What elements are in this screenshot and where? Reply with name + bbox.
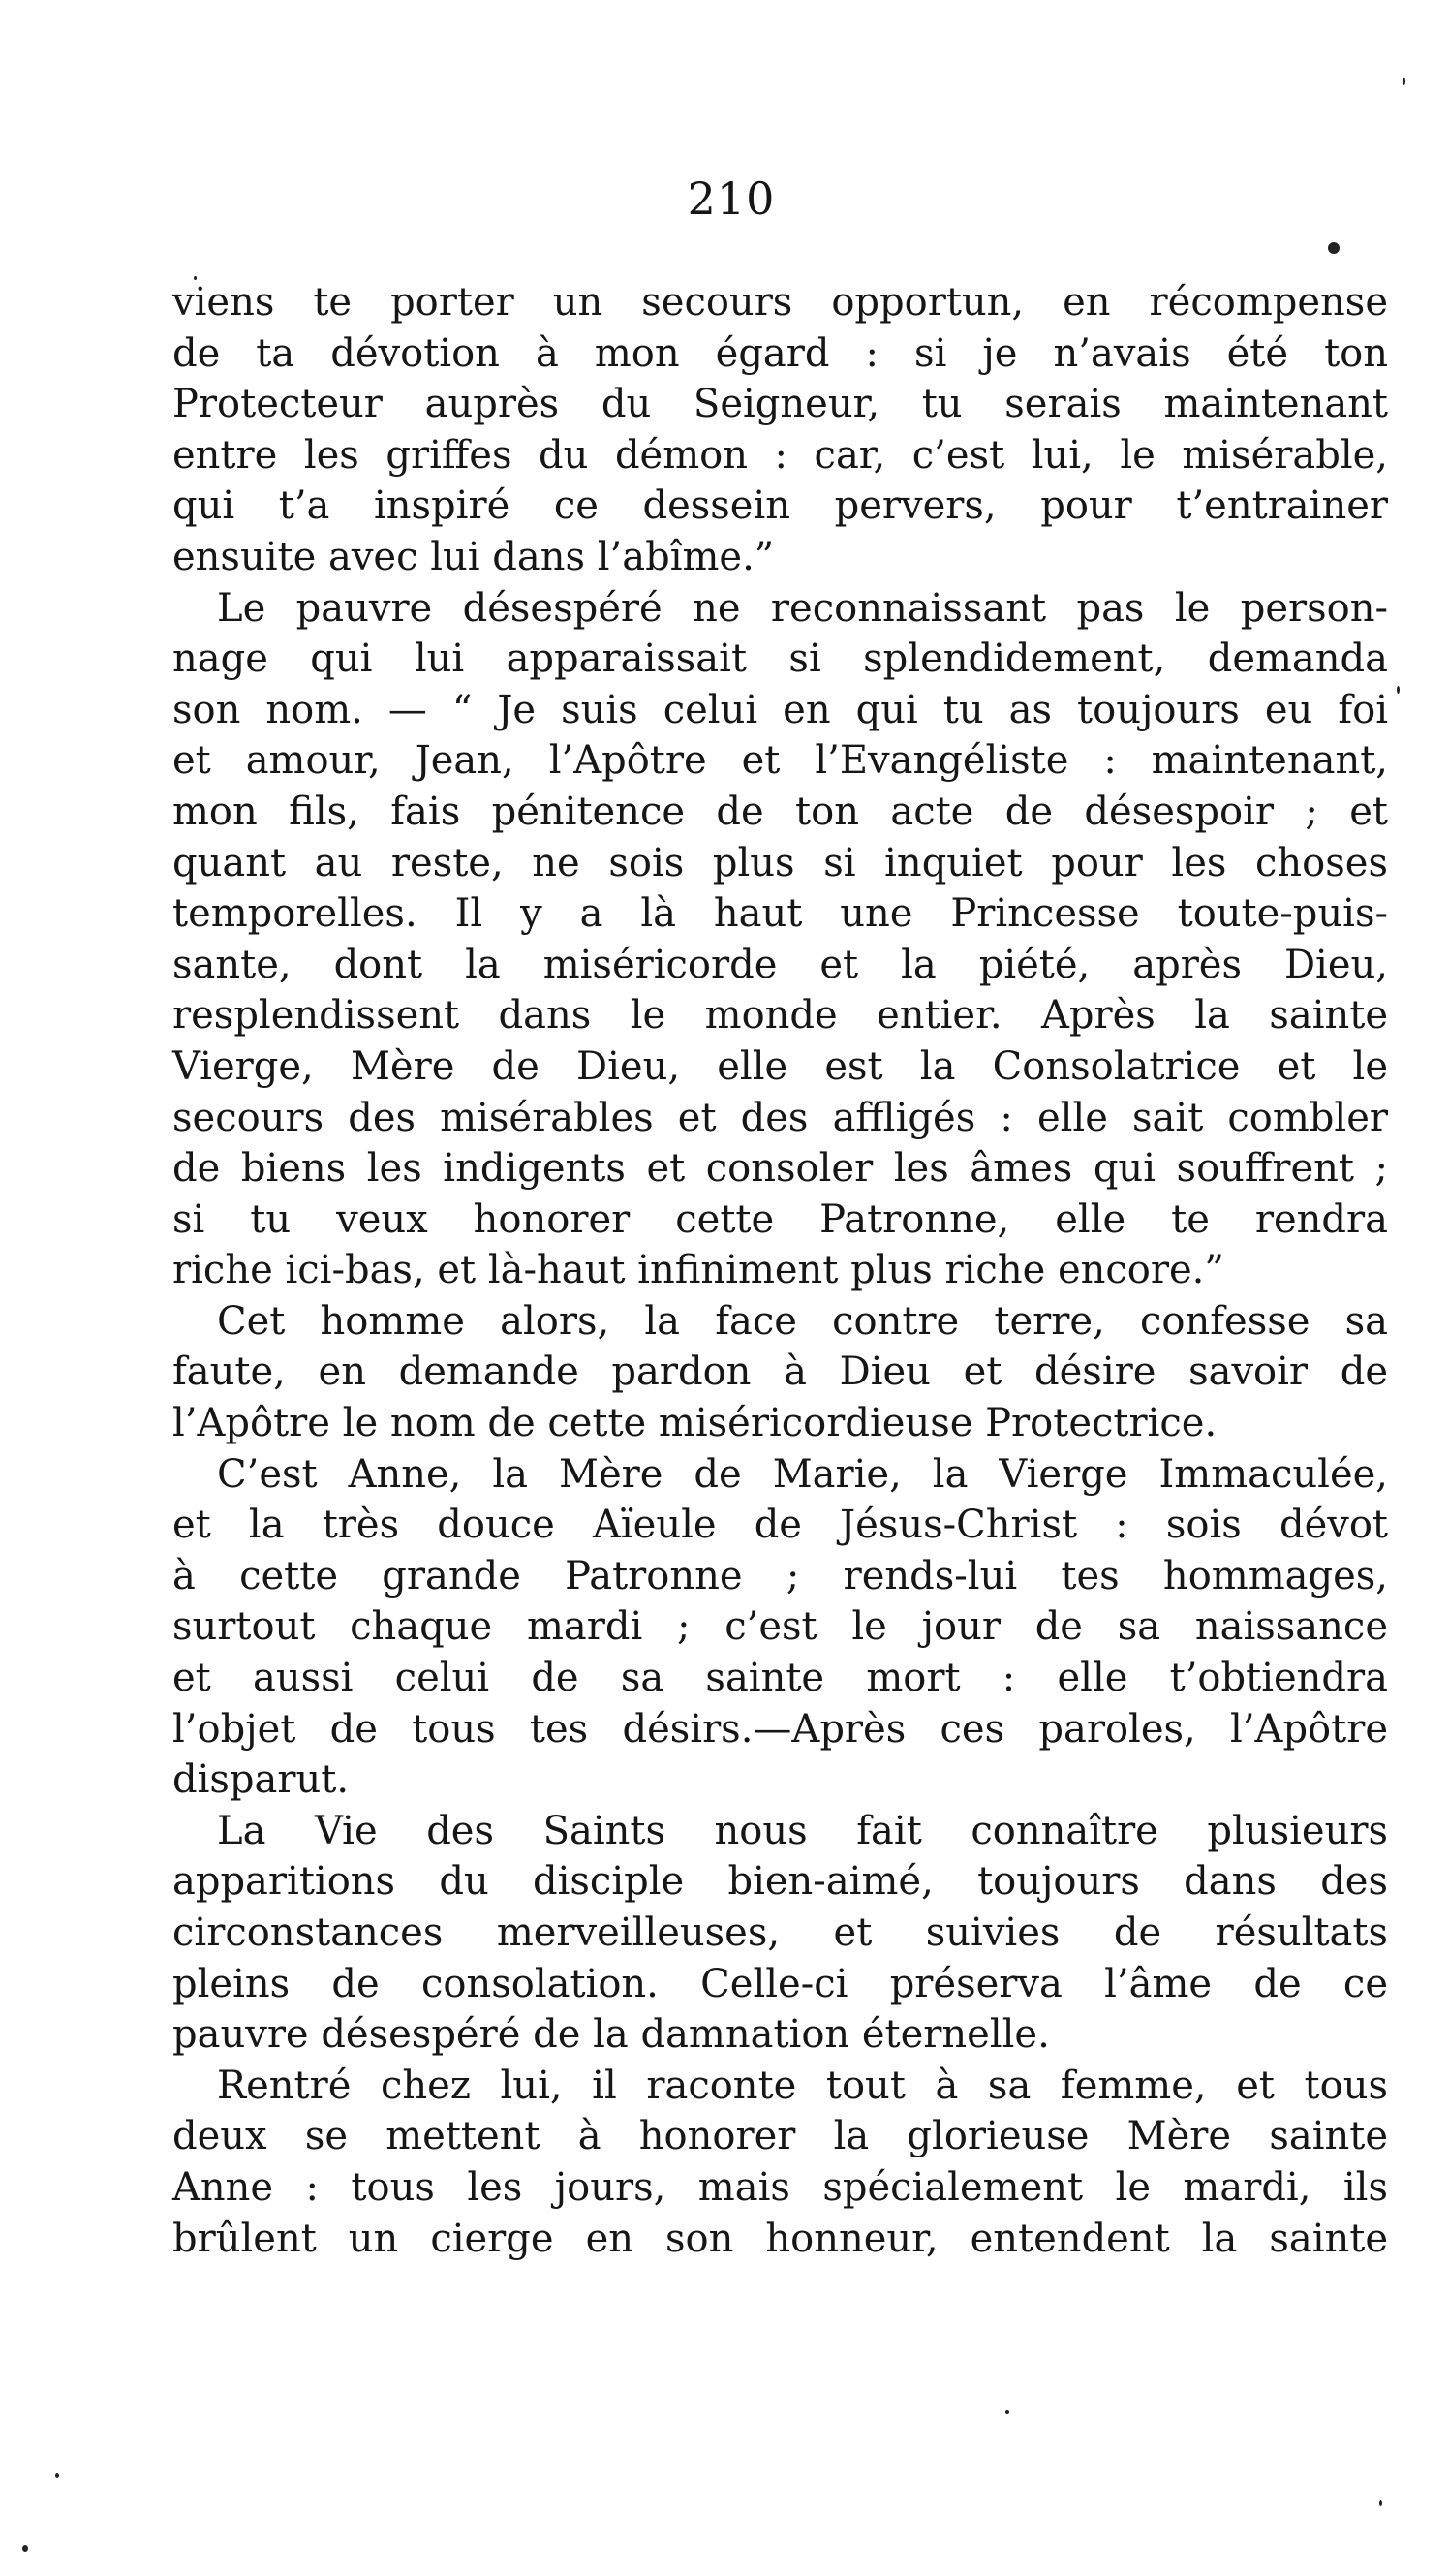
text-line: brûlent un cierge en son honneur, entendent la sainte	[172, 2216, 1388, 2261]
text-line: quant au reste, ne sois plus si inquiet pour les choses	[172, 840, 1388, 885]
text-line: nage qui lui apparaissait si splendidement, demanda	[172, 636, 1388, 682]
text-line: pauvre désespéré de la damnation éternelle.	[172, 2012, 1050, 2058]
text-line: de biens les indigents et consoler les âmes qui souffrent ;	[172, 1146, 1388, 1192]
text-line: et aussi celui de sa sainte mort : elle t’obtiendra	[172, 1656, 1388, 1701]
text-line: disparut.	[172, 1757, 350, 1803]
text-line: mon fils, fais pénitence de ton acte de désespoir ; et	[172, 789, 1388, 834]
text-line: apparitions du disciple bien-aimé, toujours dans des	[172, 1859, 1388, 1905]
ink-speck	[1005, 2410, 1009, 2414]
text-line: Protecteur auprès du Seigneur, tu serais maintenant	[172, 382, 1388, 427]
ink-speck	[1379, 2500, 1382, 2506]
page-number: 210	[687, 172, 776, 225]
ink-speck	[55, 2473, 59, 2478]
text-line: de ta dévotion à mon égard : si je n’avais été ton	[172, 330, 1388, 376]
text-line: deux se mettent à honorer la glorieuse Mère sainte	[172, 2114, 1388, 2159]
text-line: surtout chaque mardi ; c’est le jour de sa naissance	[172, 1604, 1388, 1650]
body-text	[172, 277, 1388, 2264]
text-line: Le pauvre désespéré ne reconnaissant pas le person-	[217, 585, 1388, 631]
text-line: viens te porter un secours opportun, en récompense	[172, 280, 1388, 325]
text-line: et amour, Jean, l’Apôtre et l’Evangéliste : maintenant,	[172, 738, 1388, 784]
text-line: sante, dont la miséricorde et la piété, après Dieu,	[172, 942, 1388, 987]
text-line: riche ici-bas, et là-haut infiniment plus riche encore.”	[172, 1248, 1224, 1293]
text-line: faute, en demande pardon à Dieu et désire savoir de	[172, 1350, 1388, 1395]
ink-speck	[1397, 686, 1400, 694]
text-line: Rentré chez lui, il raconte tout à sa femme, et tous	[217, 2063, 1388, 2108]
text-line: La Vie des Saints nous fait connaître plusieurs	[217, 1808, 1388, 1853]
ink-speck	[1328, 242, 1340, 254]
text-line: resplendissent dans le monde entier. Après la sainte	[172, 993, 1388, 1039]
text-line: l’objet de tous tes désirs.—Après ces paroles, l’Apôtre	[172, 1706, 1388, 1752]
text-line: Vierge, Mère de Dieu, elle est la Consolatrice et le	[172, 1043, 1388, 1089]
text-line: Anne : tous les jours, mais spécialement le mardi, ils	[172, 2164, 1388, 2210]
ink-speck	[194, 276, 197, 280]
text-line: et la très douce Aïeule de Jésus-Christ : sois dévot	[172, 1503, 1388, 1548]
text-line: ensuite avec lui dans l’abîme.”	[172, 534, 775, 579]
text-line: entre les griffes du démon : car, c’est lui, le misérable,	[172, 432, 1388, 478]
text-line: pleins de consolation. Celle-ci préserva l’âme de ce	[172, 1961, 1388, 2006]
ink-speck	[1403, 78, 1405, 85]
text-line: son nom. — “ Je suis celui en qui tu as toujours eu foi	[172, 687, 1388, 732]
text-line: Cet homme alors, la face contre terre, confesse sa	[217, 1298, 1388, 1344]
text-line: qui t’a inspiré ce dessein pervers, pour t’entrainer	[172, 483, 1388, 529]
text-line: temporelles. Il y a là haut une Princesse toute-puis-	[172, 891, 1388, 937]
text-line: C’est Anne, la Mère de Marie, la Vierge Immaculée,	[217, 1451, 1388, 1497]
text-line: secours des misérables et des affligés : elle sait combler	[172, 1095, 1388, 1140]
text-line: si tu veux honorer cette Patronne, elle te rendra	[172, 1196, 1388, 1242]
text-line: l’Apôtre le nom de cette miséricordieuse Protectrice.	[172, 1401, 1218, 1446]
text-line: à cette grande Patronne ; rends-lui tes hommages,	[172, 1553, 1388, 1598]
text-line: circonstances merveilleuses, et suivies de résultats	[172, 1910, 1388, 1955]
ink-speck	[22, 2545, 28, 2552]
